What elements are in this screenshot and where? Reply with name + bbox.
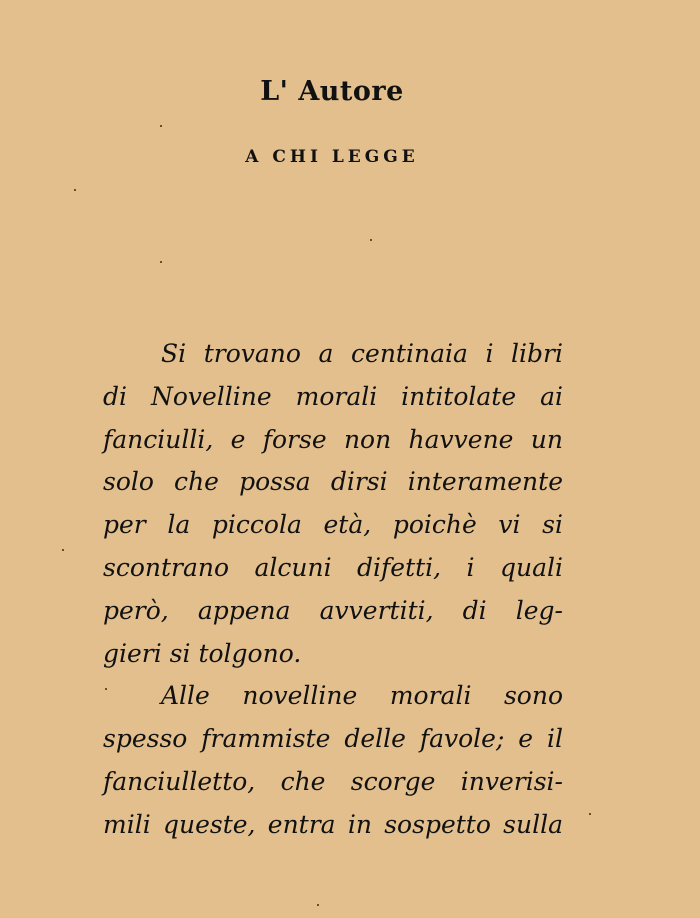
body-text (103, 333, 563, 847)
text-line: per la piccola età, poichè vi si (103, 510, 563, 540)
paper-speck (589, 813, 591, 815)
text-line: fanciulli, e forse non havvene un (103, 424, 563, 454)
page-subtitle: A CHI LEGGE (245, 147, 419, 167)
text-line: solo che possa dirsi interamente (103, 467, 563, 497)
paper-speck (74, 189, 76, 191)
text-line: scontrano alcuni difetti, i quali (103, 552, 563, 582)
paper-speck (62, 549, 64, 551)
text-line: fanciulletto, che scorge inverisi- (103, 766, 563, 796)
text-line: gieri si tolgono. (103, 638, 302, 668)
page-title: L' Autore (260, 76, 404, 107)
text-line: spesso frammiste delle favole; e il (103, 724, 563, 754)
text-line: Alle novelline morali sono (161, 681, 563, 711)
paper-speck (317, 904, 319, 906)
paper-speck (160, 261, 162, 263)
paper-speck (160, 125, 162, 127)
paper-speck (370, 239, 372, 241)
paper-speck (105, 688, 107, 690)
text-line: Si trovano a centinaia i libri (161, 339, 563, 368)
text-line: mili queste, entra in sospetto sulla (103, 809, 563, 839)
text-line: di Novelline morali intitolate ai (103, 381, 563, 411)
text-line: però, appena avvertiti, di leg- (103, 595, 563, 625)
